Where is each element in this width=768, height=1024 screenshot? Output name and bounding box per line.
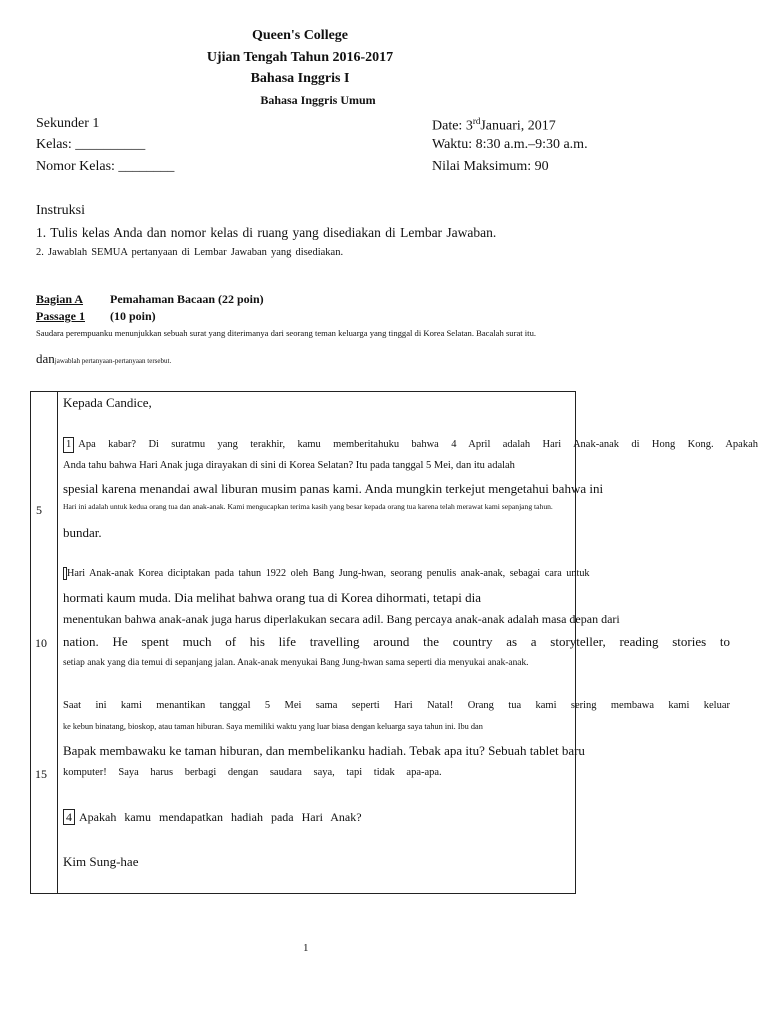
exam-title: Ujian Tengah Tahun 2016-2017 [206,50,394,65]
instructions-title: Instruksi [36,203,85,218]
school-name: Queen's College [251,28,349,43]
paragraph-1-line-2: Anda tahu bahwa Hari Anak juga dirayakan di sini di Korea Selatan? Itu pada tanggal 5 Mei, dan itu adalah [63,460,515,471]
letter-greeting: Kepada Candice, [63,395,152,410]
paragraph-number-4: 4 [63,809,75,825]
paragraph-2-line-3: menentukan bahwa anak-anak juga harus diperlakukan secara adil. Bang percaya anak-anak adalah masa depan dari [63,612,620,626]
paper-title: Bahasa Inggris Umum [260,93,376,107]
line-number-10: 10 [35,636,47,650]
paragraph-2-line-5: setiap anak yang dia temui di sepanjang jalan. Anak-anak menyukai Bang Jung-hwan sama seperti dia menyukai anak-anak. [63,658,529,668]
line-number-5: 5 [36,503,42,517]
time-label: Waktu: 8:30 a.m.–9:30 a.m. [432,137,588,152]
class-field: Kelas: __________ [36,137,146,152]
section-label: Bagian A [36,292,84,306]
instruction-item-1: 1. Tulis kelas Anda dan nomor kelas di ruang yang disediakan di Lembar Jawaban. [36,225,497,240]
paragraph-3-line-2: ke kebun binatang, bioskop, atau taman hiburan. Saya memiliki waktu yang luar biasa dengan keluarga saya tahun ini. Ibu dan [63,722,483,731]
passage-intro: Saudara perempuanku menunjukkan sebuah surat yang diterimanya dari seorang teman keluarga yang tinggal di Korea Selatan. Bacalah surat itu. [36,328,537,338]
paragraph-2-line-1: Hari Anak-anak Korea diciptakan pada tahun 1922 oleh Bang Jung-hwan, seorang penulis anak-anak, sebagai cara untuk [63,568,590,579]
instruction-item-2: 2. Jawablah SEMUA pertanyaan di Lembar Jawaban yang disediakan. [36,247,344,258]
paragraph-2-line-2: hormati kaum muda. Dia melihat bahwa orang tua di Korea dihormati, tetapi dia [63,590,482,605]
line-number-divider [57,391,58,894]
subject-title: Bahasa Inggris I [250,71,350,86]
max-score-label: Nilai Maksimum: 90 [432,159,549,174]
passage-points: (10 poin) [110,309,156,323]
paragraph-1-line-1: 1 Apa kabar? Di suratmu yang terakhir, kamu memberitahuku bahwa 4 April adalah Hari Anak-anak di Hong Kong. Apakah [63,437,758,453]
letter-signature: Kim Sung-hae [63,854,139,869]
section-title: Pemahaman Bacaan (22 poin) [110,292,264,306]
passage-intro-continued: danjawablah pertanyaan-pertanyaan tersebut. [36,351,172,366]
level-label: Sekunder 1 [36,116,100,131]
paragraph-1-line-5: bundar. [63,525,102,540]
paragraph-number-1: 1 [63,437,74,453]
date-label: Date: 3rdJanuari, 2017 [432,116,556,134]
class-number-field: Nomor Kelas: ________ [36,159,175,174]
paragraph-1-line-4: Hari ini adalah untuk kedua orang tua dan anak-anak. Kami mengucapkan terima kasih yang besar kepada orang tua karena telah merawat kami sepanjang tahun. [63,502,553,511]
paragraph-3-line-4: komputer! Saya harus berbagi dengan saudara saya, tapi tidak apa-apa. [63,767,442,778]
line-number-15: 15 [35,767,47,781]
paragraph-1-line-3: spesial karena menandai awal liburan musim panas kami. Anda mungkin terkejut mengetahui bahwa ini [63,481,604,496]
paragraph-3-line-3: Bapak membawaku ke taman hiburan, dan membelikanku hadiah. Tebak apa itu? Sebuah tablet baru [63,743,585,758]
paragraph-3-line-1: Saat ini kami menantikan tanggal 5 Mei sama seperti Hari Natal! Orang tua kami sering membawa kami keluar [63,700,730,711]
paragraph-2-line-4: nation. He spent much of his life travelling around the country as a storyteller, reading stories to [63,634,730,649]
paragraph-4-line-1: 4 Apakah kamu mendapatkan hadiah pada Hari Anak? [63,809,362,825]
passage-label: Passage 1 [36,309,85,323]
page-number: 1 [303,942,309,954]
